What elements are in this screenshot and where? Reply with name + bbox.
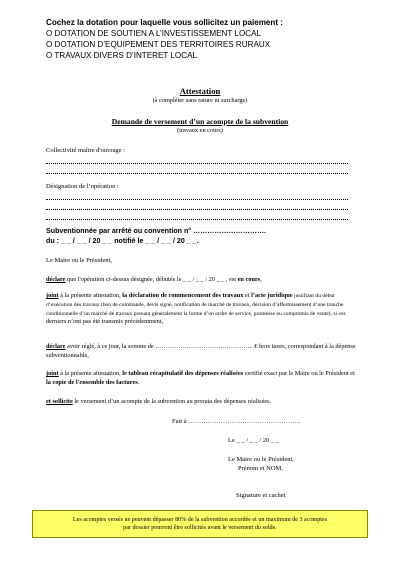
checkbox-circle[interactable]: O [46,40,53,49]
checkbox-circle[interactable]: O [46,51,53,60]
attestation-subtitle: (à compléter sans rature ni surcharge) [152,97,248,104]
demande-title: Demande de versement d’un acompte de la subvention [111,117,289,126]
punctuation: . [137,378,140,386]
salutation: Le Maire ou le Président, [46,257,112,264]
dotation-option-label: TRAVAUX DIVERS D’INTERET LOCAL [54,51,197,60]
punctuation: , [260,276,262,283]
subvention-arrete-line: Subventionnée par arrêté ou convention n° …………………………. [46,227,267,235]
declaration-commencement-text: la déclaration de commencement des travaux [122,292,244,299]
designation-line-1[interactable] [46,199,348,200]
declaration-text: que l'opération ci-dessus désignée, débutée le _ _ / _ _ / 20 _ _ , est [65,276,238,283]
dotation-heading: Cochez la dotation pour laquelle vous sollicitez un paiement : [46,18,283,27]
fait-a-field[interactable]: Fait à ……………………………………………. [172,418,301,425]
signer-title: Le Maire ou le Président, [228,456,294,463]
checkbox-circle[interactable]: O [46,29,53,38]
collectivite-line-1[interactable] [46,163,348,164]
attestation-title: Attestation [179,86,221,96]
designation-line-3[interactable] [46,219,348,220]
joint-tableau-paragraph [46,370,358,388]
tableau-recapitulatif-text: le tableau récapitulatif des dépenses réalisées [122,370,244,377]
copie-factures-text: la copie de l'ensemble des factures [46,378,138,386]
joint-keyword: joint [46,292,59,299]
date-field[interactable]: Le _ _ / _ _ / 20 _ _ [228,437,280,444]
joint-declaration-paragraph [46,292,358,327]
acte-details-text: justifiant du début d’exécution des travaux (bon de commande, devis signé, notification de marché de travaux, décision d’affermissement d’une tranche conditionnelle d’un marché de travaux prenant généralement la forme d’un ordre de service, promesse ou compromis de vente), si ces [46,293,346,317]
dotation-option-detr[interactable] [46,40,270,49]
signature-cachet-label: Signature et cachet [236,492,286,499]
derniers-text: derniers n’ont pas été transmis précédemment [46,318,162,326]
designation-label: Désignation de l’opération : [46,183,119,190]
declare-keyword: déclare [46,276,66,283]
declare-keyword: déclare [46,343,66,350]
collectivite-line-2[interactable] [46,173,348,174]
designation-line-2[interactable] [46,209,348,210]
sollicite-keyword: et sollicite [46,398,73,405]
dotation-option-tdil[interactable] [46,51,197,60]
acte-juridique-text: l’acte juridique [251,292,293,299]
sollicite-paragraph [46,398,358,407]
dotation-option-label: DOTATION D’EQUIPEMENT DES TERRITOIRES RURAUX [54,40,271,49]
notice-line-1: Les acomptes versés ne peuvent dépasser 80% de la subvention accordée et un maximum de 3 acomptes [72,517,328,523]
demande-subtitle: (travaux en cours) [177,127,223,134]
joint-keyword: joint [46,370,59,377]
punctuation: , [161,318,164,326]
somme-text: avoir réglé, à ce jour, la somme de ……………………………………….. € hors taxes, correspondant à la dépense subventionnable, [46,343,356,359]
en-cours-text: en cours [237,276,261,283]
text: et [243,292,252,299]
subvention-dates-line: du : _ _ / _ _ / 20 _ _ notifié le _ _ / _ _ / 20 _ _. [46,237,199,245]
declare-somme-paragraph [46,343,358,361]
text: certifié exact par le Maire ou le Président et [243,370,355,377]
sollicite-text: le versement d’un acompte de la subvention au prorata des dépenses réalisées. [72,398,272,405]
signer-name: Prénom et NOM, [238,465,283,472]
dotation-option-label: DOTATION DE SOUTIEN A L’INVESTISSEMENT LOCAL [54,29,261,38]
text: à la présente attestation, [58,292,123,299]
notice-line-2: par dossier pourront être sollicités avant le versement du solde. [123,525,277,531]
text: à la présente attestation, [58,370,123,377]
notice-box [32,510,368,538]
declaration-debut-paragraph [46,276,358,285]
dotation-option-dsil[interactable] [46,29,261,38]
collectivite-label: Collectivité maître d'ouvrage : [46,147,125,154]
